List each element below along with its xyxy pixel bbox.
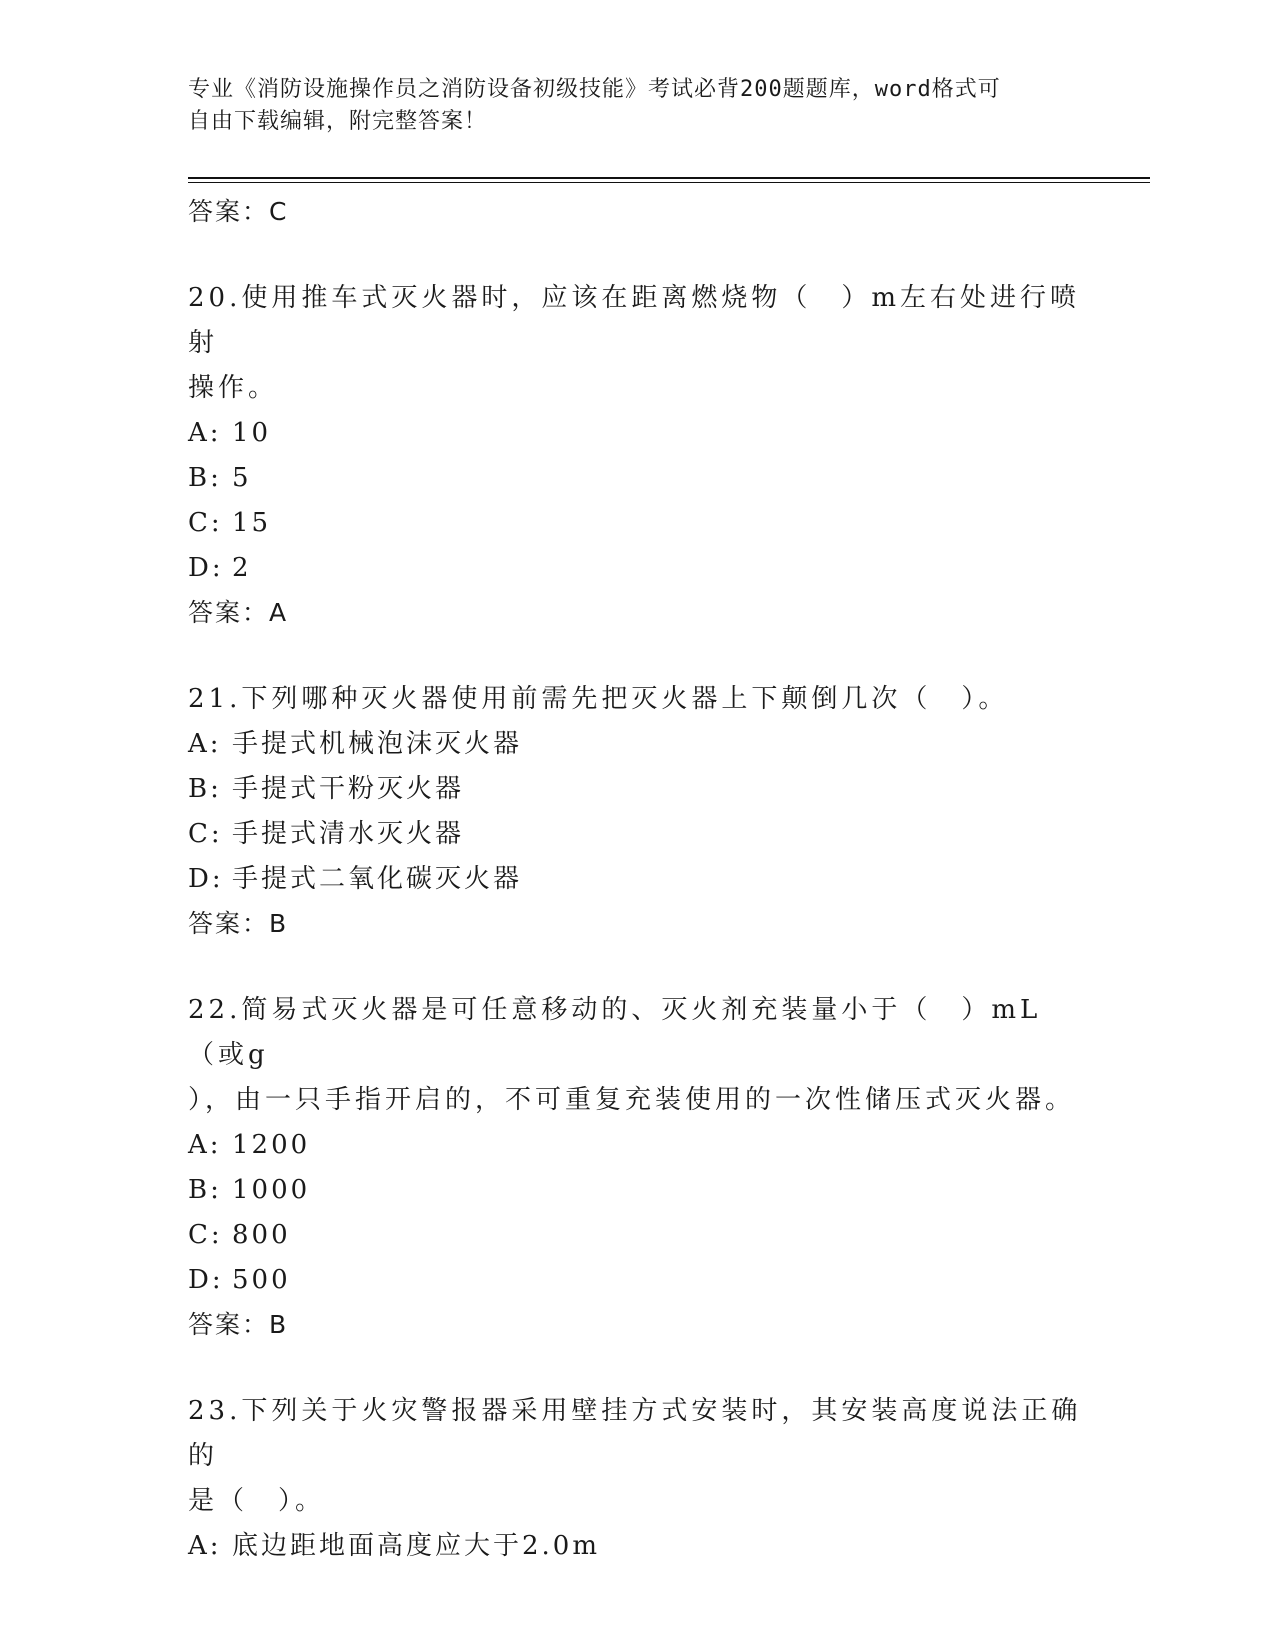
option-value: 手提式二氧化碳灭火器 (232, 864, 523, 894)
option-value: 底边距地面高度应大于2.0m (232, 1531, 601, 1561)
option-letter: D: (188, 1265, 224, 1295)
option-d (188, 857, 1088, 902)
question-23 (188, 1389, 1088, 1569)
option-value: 手提式清水灭火器 (232, 819, 465, 849)
option-c (188, 812, 1088, 857)
question-22 (188, 988, 1088, 1347)
question-text-line-1: 21.下列哪种灭火器使用前需先把灭火器上下颠倒几次（ ）。 (188, 684, 1009, 714)
header-divider-thin (188, 182, 1150, 183)
question-text-line-1: 23.下列关于火灾警报器采用壁挂方式安装时，其安装高度说法正确的 (188, 1396, 1082, 1471)
answer-label: 答案：B (188, 1310, 289, 1339)
question-text (188, 988, 1088, 1123)
question-text (188, 276, 1088, 411)
answer-label: 答案：A (188, 598, 289, 627)
question-text (188, 677, 1088, 722)
option-letter: C: (188, 819, 223, 849)
question-21 (188, 677, 1088, 946)
option-letter: A: (188, 1130, 222, 1160)
question-list (188, 190, 1088, 1569)
option-value: 10 (232, 418, 272, 448)
question-text-line-2: 是（ ）。 (188, 1486, 326, 1516)
option-d (188, 546, 1088, 591)
option-a (188, 722, 1088, 767)
option-value: 800 (232, 1220, 291, 1250)
option-letter: A: (188, 1531, 222, 1561)
option-letter: C: (188, 508, 223, 538)
question-text (188, 1389, 1088, 1524)
option-letter: A: (188, 418, 222, 448)
option-letter: A: (188, 729, 222, 759)
option-c (188, 501, 1088, 546)
option-value: 1000 (232, 1175, 311, 1205)
option-letter: C: (188, 1220, 223, 1250)
option-letter: D: (188, 864, 224, 894)
option-b (188, 767, 1088, 812)
option-c (188, 1213, 1088, 1258)
answer-label: 答案：C (188, 197, 289, 226)
option-value: 15 (232, 508, 272, 538)
option-value: 2 (232, 553, 252, 583)
option-a (188, 1524, 1088, 1569)
option-value: 手提式机械泡沫灭火器 (232, 729, 523, 759)
answer-label: 答案：B (188, 909, 289, 938)
option-b (188, 456, 1088, 501)
option-b (188, 1168, 1088, 1213)
question-text-line-1: 20.使用推车式灭火器时，应该在距离燃烧物（ ）m左右处进行喷射 (188, 283, 1081, 358)
option-value: 1200 (232, 1130, 311, 1160)
option-letter: B: (188, 463, 222, 493)
question-text-line-1: 22.简易式灭火器是可任意移动的、灭火剂充装量小于（ ）mL（或g (188, 995, 1042, 1070)
header-line-1: 专业《消防设施操作员之消防设备初级技能》考试必背200题题库，word格式可 (188, 77, 1001, 102)
header-line-2: 自由下载编辑，附完整答案！ (188, 109, 488, 134)
option-letter: D: (188, 553, 224, 583)
document-header (188, 74, 1088, 138)
option-value: 手提式干粉灭火器 (232, 774, 465, 804)
option-a (188, 411, 1088, 456)
option-value: 500 (232, 1265, 291, 1295)
option-letter: B: (188, 774, 222, 804)
option-a (188, 1123, 1088, 1168)
option-value: 5 (232, 463, 252, 493)
option-d (188, 1258, 1088, 1303)
option-letter: B: (188, 1175, 222, 1205)
question-20 (188, 276, 1088, 635)
question-text-line-2: ），由一只手指开启的，不可重复充装使用的一次性储压式灭火器。 (188, 1085, 1076, 1115)
question-text-line-2: 操作。 (188, 373, 279, 403)
header-divider-thick (188, 177, 1150, 179)
